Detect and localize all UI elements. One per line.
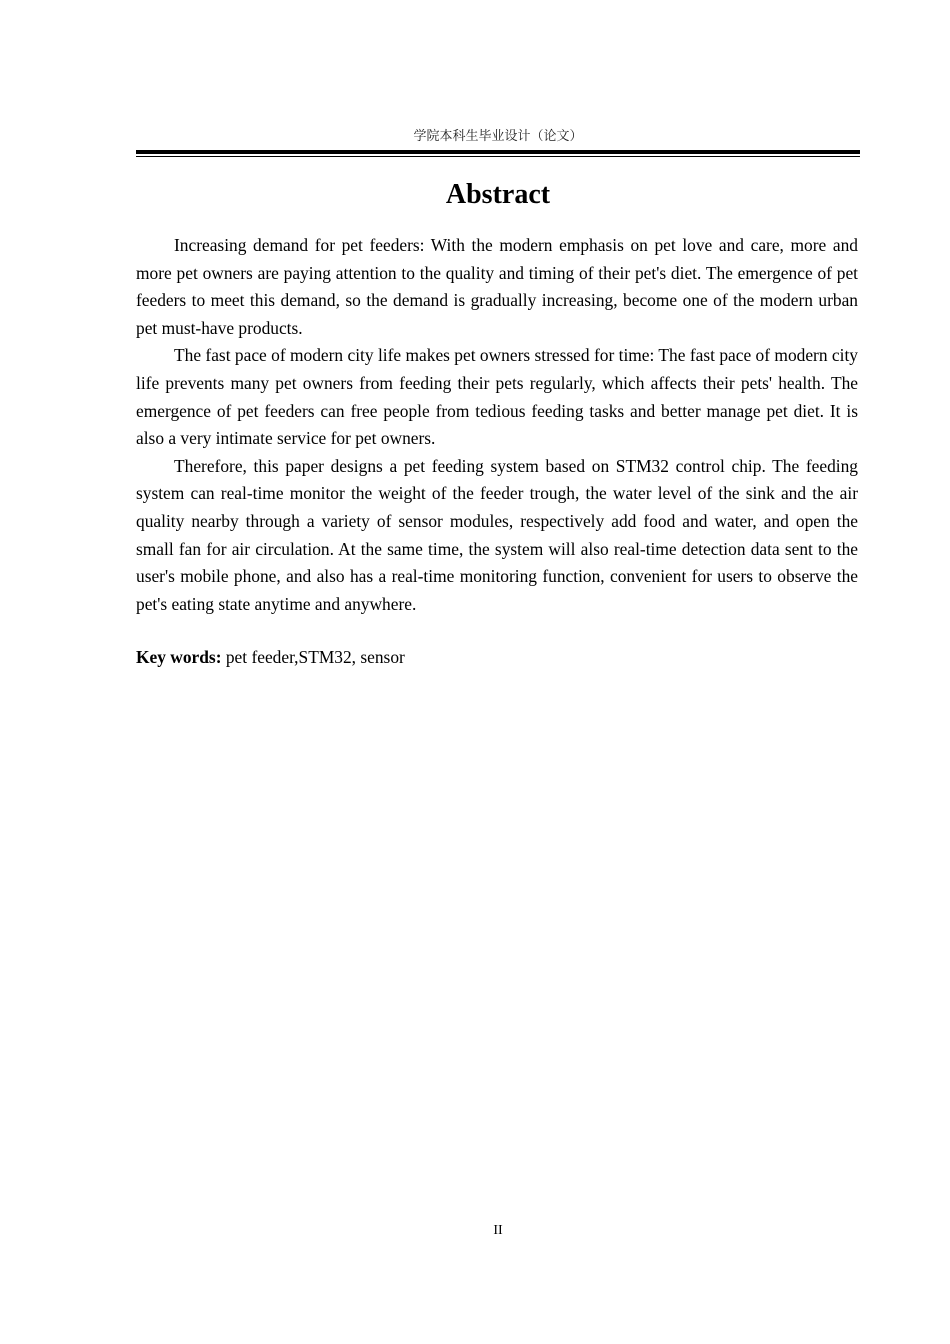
abstract-title: Abstract xyxy=(445,179,551,210)
abstract-paragraph-1: Increasing demand for pet feeders: With the modern emphasis on pet love and care, more and more pet owners are paying attention to the quality and timing of their pet's diet. The emergence of pet feeders to meet this demand, so the demand is gradually increasing, become one of the modern urban pet must-have products. xyxy=(136,235,858,338)
page-number: II xyxy=(493,1223,503,1238)
keywords-label: Key words: xyxy=(136,647,222,667)
keywords-value: pet feeder,STM32, sensor xyxy=(221,647,405,667)
abstract-paragraph-3: Therefore, this paper designs a pet feeding system based on STM32 control chip. The feeding system can real-time monitor the weight of the feeder trough, the water level of the sink and the air quality nearby through a variety of sensor modules, respectively add food and water, and open the small fan for air circulation. At the same time, the system will also real-time detection data sent to the user's mobile phone, and also has a real-time monitoring function, convenient for users to observe the pet's eating state anytime and anywhere. xyxy=(136,455,858,614)
header-rule-thick xyxy=(136,150,860,154)
header-rule-thin xyxy=(136,156,860,157)
abstract-paragraph-2: The fast pace of modern city life makes pet owners stressed for time: The fast pace of modern city life prevents many pet owners from feeding their pets regularly, which affects their pets' health. The emergence of pet feeders can free people from tedious feeding tasks and better manage pet diet. It is also a very intimate service for pet owners. xyxy=(136,345,858,449)
running-header: 学院本科生毕业设计（论文） xyxy=(413,128,583,143)
keywords-line xyxy=(136,644,858,672)
abstract-body xyxy=(136,232,858,618)
